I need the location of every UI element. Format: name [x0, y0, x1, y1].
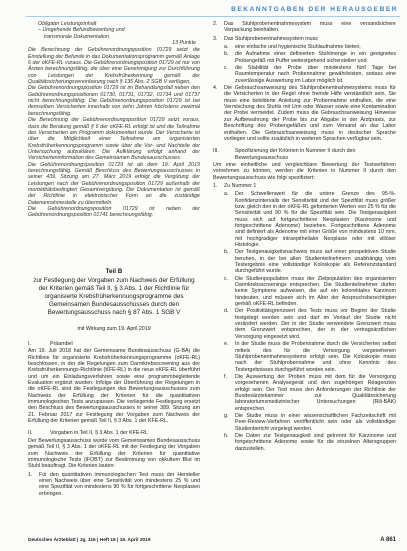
item-heading: Zu Nummer 1	[224, 182, 257, 189]
sub-item	[224, 341, 396, 373]
item-number: 2.	[213, 21, 218, 27]
sub-item-text: Der Schwellenwert für die untere Grenze des 95-%-Konfidenzintervalls der Sensitivität und der Spezifität muss größer bzw. gleich den in der oKFE-RL geforderten Werten von 25 % für die Sensitivität und 90 % für die Spezifität sein. Die Testgenauigkeit muss sich auf fortgeschrittene Neoplasien (Karzinome und fortgeschrittene Adenome) beziehen. Fortgeschrittene Adenome sind definiert als Adenome mit einer Größe von mindestens 10 mm, mit hochgradiger intraepithelialer Neoplasie oder mit villöser Histologie.	[235, 191, 396, 248]
sub-item-text: eine einfache und hygienische Stuhlaufnahme bieten,	[235, 44, 361, 51]
sub-item-label: d.	[224, 308, 229, 315]
paragraph: Der Bewertungsausschuss wurde vom Gemeinsamen Bundesausschuss gemäß Teil II, § 3 Abs. 1 der oKFE-RL mit der Festlegung der Vorgaben zum Nachweis der Erfüllung der Kriterien für quantitative immunologische Tests (iFOBT) zur Bestimmung von okkultem Blut im Stuhl beauftragt. Die Kriterien lauten:	[28, 437, 200, 470]
page-number: A 861	[380, 537, 396, 543]
ebm-note: Die Berechnung der Gebührenordnungsposition 01729 setzt die Einstellung der Befunde in das Dokumentationsprogramm gemäß Anlage 6 der oKFE-RL voraus. Die Gebührenordnungsposition 01729 ist nur von Ärzten berechnungsfähig, die über eine Genehmigung zur Durchführung von Leistungen der Krebsfrüherkennung gemäß der Qualitätssicherungsvereinbarung nach § 135 Abs. 2 SGB V verfügen.	[28, 47, 200, 86]
effective-date: mit Wirkung zum 19. April 2019	[77, 326, 151, 333]
item-text: Das Stuhlprobenentnahmesystem muss	[224, 35, 318, 42]
section-title: Präambel	[50, 341, 73, 347]
sub-item-label: h.	[224, 432, 229, 439]
sub-item	[224, 191, 396, 248]
sub-item-text: Die Studie muss in einer wissenschaftlichen Fachzeitschrift mit Peer-Review-Verfahren veröffentlicht sein oder als vollständiger Studienbericht vorgelegt werden.	[235, 412, 396, 432]
points-value: 13 Punkte	[172, 40, 196, 47]
list-item	[213, 85, 396, 142]
paragraph: Um eine einheitliche und vergleichbare Bewertung der Testverfahren vornehmen zu können, werden die Kriterien in Nummer II durch den Bewertungsausschuss wie folgt spezifiziert:	[213, 161, 396, 181]
ebm-note: Die Gebührenordnungsposition 01729 ist neben der Gebührenordnungsposition 01741 berechnungsfähig.	[28, 205, 200, 219]
sub-item-text: In der Studie muss die Probennahme durch die Versicherten selbst mittels des für die Versorgung vorgesehenen Stuhlprobenentnahmesystems erfolgt sein. Die Koloskopie muss nach der Stuhlprobennahme und ohne Kenntnis des Testergebnisses durchgeführt worden sein.	[235, 341, 396, 373]
sub-item	[224, 44, 396, 50]
section-number: III.	[213, 148, 219, 155]
list-item	[213, 183, 396, 189]
left-body	[28, 341, 200, 533]
sub-item-text: Die Auswertung der Proben muss mit dem für die Versorgung vorgesehenen Analysegerät und den zugehörigen Reagenzien erfolgt sein. Der Test muss den Anforderungen der Richtlinie der Bundesärztekammer zur Qualitätssicherung laboratoriumsmedizinischer Untersuchungen (Rili-BÄK) entsprechen.	[235, 373, 396, 412]
section-number: II.	[28, 430, 33, 437]
sub-item	[224, 413, 396, 432]
item-number: 1.	[28, 471, 33, 478]
section-header: BEKANNTGABEN DER HERAUSGEBER	[231, 6, 398, 13]
section-title: Vorgaben in Teil II, § 3 Abs. 1 der KFE-RL	[50, 430, 148, 437]
part-label: Teil B	[105, 268, 123, 275]
item-text: Das Stuhlprobenentnahmesystem muss eine versandsichere Verpackung beinhalten.	[224, 21, 396, 34]
sub-item	[224, 276, 396, 308]
sub-item-label: a.	[224, 191, 229, 198]
item-text: Für den quantitativen immunologischen Test muss der Hersteller einen Nachweis über eine Sensitivität von mindestens 25 % und eine Spezifität von mindestens 90 % für fortgeschrittene Neoplasien erbringen.	[39, 471, 200, 497]
part-b-title-block	[28, 268, 200, 338]
item-number: 3.	[213, 35, 218, 42]
item-number: 4.	[213, 85, 218, 92]
section-title: Spezifizierung der Kriterien in Nummer II durch den Bewertungsausschuss	[235, 148, 356, 161]
sub-item	[224, 374, 396, 412]
ebm-entry	[28, 21, 200, 267]
sub-item	[224, 51, 396, 64]
list-item	[28, 472, 200, 497]
ebm-note: Die Gebührenordnungsposition 01729 ist ab dem 19. April 2019 berechnungsfähig. Gemäß Beschluss des Bewertungsausschusses in seiner 439. Sitzung am 27. März 2019 erfolgt die Vergütung der Leistungen nach der Gebührenordnungsposition 01729 außerhalb der morbiditätsbedingten Gesamtvergütung. Die Dokumentation ist gemäß der Richtlinie in elektronischer Form an die zuständige Datenannahmestelle zu übermitteln.	[28, 161, 200, 206]
sub-item-text: Die Daten zur Testgenauigkeit sind getrennt für Karzinome und fortgeschrittene Adenome sowie für die einzelnen Altersgruppen darzustellen.	[235, 432, 396, 452]
sub-item-label: c.	[224, 65, 229, 72]
section-heading	[28, 430, 200, 436]
sub-item	[224, 308, 396, 340]
sub-list	[224, 44, 396, 84]
journal-citation: Deutsches Ärzteblatt | Jg. 116 | Heft 16 | 19. April 2019	[28, 538, 151, 543]
ebm-note: Die Gebührenordnungsposition 01729 ist im Behandlungsfall neben den Gebührenordnungspositionen 01730, 01731, 01732, 01734 und 01737 nicht berechnungsfähig. Die Gebührenordnungsposition 01729 ist bei demselben Versicherten innerhalb von zehn Jahren höchstens zweimal berechnungsfähig.	[28, 85, 200, 117]
item-text: Die Gebrauchsanweisung des Stuhlprobenentnahmesystems muss für die Versicherten in der Regel ohne fremde Hilfe verständlich sein. Sie muss eine bebilderte Anleitung zur Probennahme enthalten, die eine Vermischung des Stuhls mit Urin oder Wasser sowie eine Kontamination der Probe vermeidet. Zudem muss die Gebrauchsanweisung Hinweise zur Aufbewahrung der Probe bis zur Abgabe in der Arztpraxis, zur Beschriftung des Probengefäßes und zum Versand an das Labor enthalten. Die Gebrauchsanweisung muss in deutscher Sprache vorliegen und sollte zusätzlich in weiteren Sprachen verfügbar sein.	[224, 85, 396, 142]
sub-item-text: Der Positivitätsgrenzwert des Tests muss vor Beginn der Studie festgelegt worden sein und darf im Verlauf der Studie nicht verändert werden. Der in der Studie verwendete Grenzwert muss dem Grenzwert entsprechen, der in der vertragsärztlichen Versorgung eingesetzt wird.	[235, 308, 396, 340]
sub-item-label: g.	[224, 412, 229, 419]
ebm-note: Die Berechnung der Gebührenordnungsposition 01729 setzt voraus, dass die Beratung gemäß § 6 der oKFE-RL erfolgt ist und die Teilnahme des Versicherten am Programm dokumentiert wurde. Der Versicherte ist über die Möglichkeit einer Teilnahme am organisierten Krebsfrüherkennungsprogramm sowie über die Vor- und Nachteile der Untersuchung aufzuklären. Die Aufklärung erfolgt anhand der Versicherteninformation des Gemeinsamen Bundesausschusses.	[28, 117, 200, 162]
part-title: zur Festlegung der Vorgaben zum Nachweis der Erfüllung der Kriterien gemäß Teil II, § 3 Abs. 1 der Richtlinie für organisierte Krebsfrüherkennungsprogramme des Gemeinsamen Bundesausschusses durch den Bewertungsausschuss nach § 87 Abs. 1 SGB V	[33, 277, 195, 317]
list-item	[213, 21, 396, 34]
sub-item-text: die Aufnahme einer definierten Stuhlmenge in ein geeignetes Probengefäß mit Puffer weitestgehend sicherstellen und	[235, 51, 396, 64]
sub-item	[224, 65, 396, 84]
sub-item	[224, 433, 396, 452]
sub-item-text: Der Testgenauigkeitsnachweis muss auf einer prospektiven Studie beruhen, in der bei allen Studienteilnehmern unabhängig vom Testergebnis eine vollständige Koloskopie als Referenzstandard durchgeführt wurde.	[235, 249, 396, 275]
sub-item	[224, 249, 396, 274]
list-item	[213, 36, 396, 42]
sub-item-label: c.	[224, 275, 229, 282]
sub-item-label: e.	[224, 341, 229, 348]
sub-item-label: f.	[224, 373, 227, 380]
sub-item-text: die Stabilität der Probe über mindestens fünf Tage bei Raumtemperatur nach Probennahme gewährleisten, sodass eine zuverlässige Auswertung im Labor möglich ist.	[235, 65, 396, 84]
sub-item-text: Die Studienpopulation muss der Zielpopulation des organisierten Darmkrebsscreenings entsprechen. Die Studienteilnehmer dürfen keine Symptome aufweisen, die auf ein kolorektales Karzinom hindeuten, und müssen sich im Alter der Anspruchsberechtigten gemäß oKFE-RL befinden.	[235, 275, 396, 308]
page-footer	[28, 537, 396, 546]
ebm-line: transmurale Dokumentation.	[44, 33, 111, 40]
section-heading	[213, 148, 396, 161]
paragraph: Am 19. Juli 2018 hat der Gemeinsame Bundesausschuss (G-BA) die Richtlinie für organisierte Krebsfrüherkennungsprogramme (oKFE-RL) beschlossen, in der die Regelungen zum Darmkrebsscreening aus der Krebsfrüherkennungs-Richtlinie (KFE-RL) in die neue oKFE-RL überführt und um ein Einladungsverfahren sowie eine programmbegleitende Evaluation ergänzt wurden. Infolge der Überführung der Regelungen in die oKFE-RL sind die Festlegungen des Bewertungsausschusses zum Nachweis der Erfüllung der Kriterien für die quantitativen immunologischen Tests anzupassen. Die vorliegende Festlegung ersetzt den Beschluss des Bewertungsausschusses in seiner 389. Sitzung am 21. Februar 2017 zur Festlegung der Vorgaben zum Nachweis der Erfüllung der Kriterien gemäß Teil II, § 3 Abs. 1 der KFE-RL.	[28, 348, 200, 425]
section-number: I.	[28, 341, 31, 347]
sub-item-label: a.	[224, 44, 229, 51]
ebm-line: Obligater Leistungsinhalt	[38, 21, 97, 27]
right-column	[213, 21, 396, 533]
ebm-line: – Umgehende Befundbewertung und	[38, 27, 125, 34]
header-rule	[26, 16, 400, 17]
sub-list	[224, 191, 396, 452]
item-number: 1.	[213, 182, 218, 189]
sub-item-label: b.	[224, 51, 229, 58]
sub-item-label: b.	[224, 249, 229, 256]
section-heading	[28, 341, 200, 347]
